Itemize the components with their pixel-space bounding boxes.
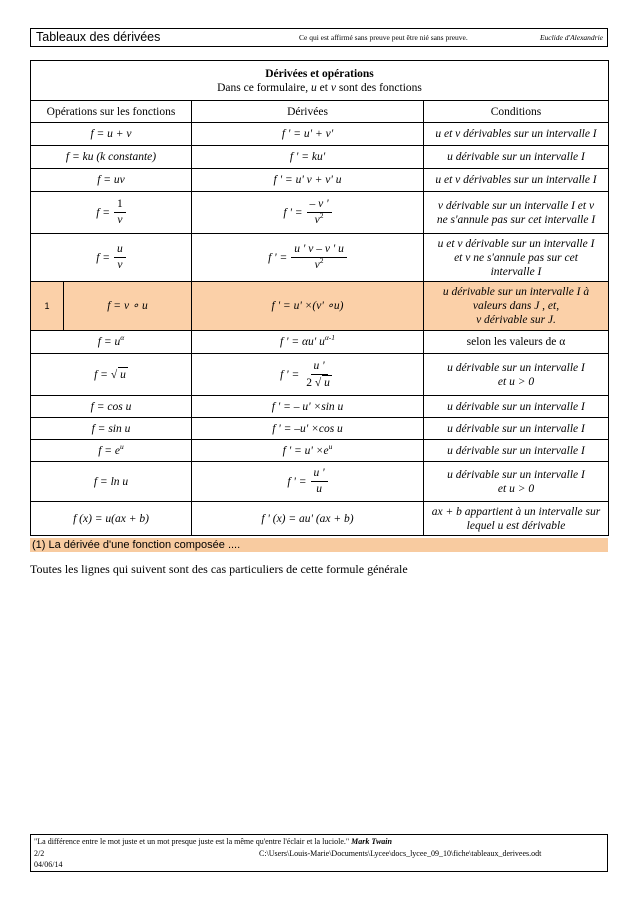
- operation-cell: $f = e^u$: [31, 440, 192, 462]
- table-row: [31, 234, 609, 282]
- operation-cell: f = $\frac{1}{v}$: [96, 197, 126, 228]
- table-title-row: [31, 61, 609, 101]
- header-title: Tableaux des dérivées: [36, 30, 161, 44]
- table-row: [31, 192, 609, 234]
- footer-date: 04/06/14: [34, 860, 63, 869]
- derivative-cell: f ' = $\frac{u '}{2 √ u}$: [280, 359, 330, 389]
- operation-cell: $f = u^\alpha$: [31, 331, 192, 354]
- table-row: [31, 502, 609, 536]
- footer-file-path: C:\Users\Louis-Marie\Documents\Lycee\docs_lycee_09_10\fiche\tableaux_derivees.odt: [259, 849, 542, 858]
- page-header: [30, 28, 608, 47]
- page-footer: [30, 834, 608, 872]
- derivatives-table: [30, 60, 609, 536]
- operation-cell: f = v ∘ u: [107, 300, 148, 312]
- column-header: Opérations sur les fonctions: [31, 101, 192, 123]
- table-row: [31, 462, 609, 502]
- derivative-cell: f ' (x) = au' (ax + b): [261, 512, 354, 525]
- condition-cell: u et v dérivable sur un intervalle I et v ne s'annule pas sur cet intervalle I: [424, 234, 609, 282]
- column-header: Dérivées: [192, 101, 424, 123]
- table-header-row: [31, 101, 609, 123]
- condition-cell: u dérivable sur un intervalle I: [447, 422, 585, 435]
- condition-cell: v dérivable sur un intervalle I et v ne s'annule pas sur cet intervalle I: [424, 192, 609, 234]
- table-row: [31, 354, 609, 396]
- condition-cell: selon les valeurs de α: [466, 336, 566, 348]
- derivative-cell: f ' = $u' \times e^u$: [192, 440, 424, 462]
- table-row: [31, 123, 609, 146]
- condition-cell: u dérivable sur un intervalle I et u > 0: [424, 354, 609, 396]
- operation-cell: f = u + v: [90, 128, 132, 140]
- table-row: [31, 146, 609, 169]
- condition-cell: u dérivable sur un intervalle I à valeurs dans J , et, v dérivable sur J.: [424, 282, 609, 331]
- condition-cell: u dérivable sur un intervalle I et u > 0: [424, 462, 609, 502]
- table-subtitle: Dans ce formulaire, u et v sont des fonctions: [217, 81, 422, 94]
- header-quote: Ce qui est affirmé sans preuve peut être nié sans preuve.: [299, 33, 468, 42]
- derivative-cell: f ' = $\frac{u ' v - v ' u}{v^2}$: [268, 242, 347, 273]
- derivative-cell: f ' = u' v + v' u: [273, 174, 342, 186]
- derivative-cell: f ' = – u' ×sin u: [271, 400, 344, 413]
- column-header: Conditions: [424, 101, 609, 123]
- body-text: Toutes les lignes qui suivent sont des cas particuliers de cette formule générale: [30, 562, 408, 576]
- condition-cell: u dérivable sur un intervalle I: [447, 400, 585, 413]
- derivative-cell: f ' = αu' $u^{\alpha-1}$: [192, 331, 424, 354]
- derivative-cell: f ' = –u' ×cos u: [272, 422, 343, 435]
- footer-quote: "La différence entre le mot juste et un mot presque juste est la même qu'entre l'éclair et la luciole." Mark Twain: [34, 837, 392, 846]
- condition-cell: ax + b appartient à un intervalle sur lequel u est dérivable: [424, 502, 609, 536]
- operation-cell: f = $\frac{u}{v}$: [96, 242, 126, 273]
- derivative-cell: f ' = $\frac{u '}{u}$: [287, 466, 327, 497]
- operation-cell: f (x) = u(ax + b): [73, 512, 149, 525]
- condition-cell: u et v dérivables sur un intervalle I: [435, 128, 597, 140]
- condition-cell: u et v dérivables sur un intervalle I: [435, 174, 597, 186]
- operation-cell: f = ku (k constante): [65, 151, 157, 163]
- derivative-cell: f ' = $\frac{- v '}{v^2}$: [283, 197, 331, 228]
- table-row: [31, 331, 609, 354]
- operation-cell: f = √ u: [94, 368, 126, 381]
- operation-cell: f = uv: [97, 174, 125, 186]
- table-row: [31, 396, 609, 418]
- footer-page-number: 2/2: [34, 849, 45, 858]
- condition-cell: u dérivable sur un intervalle I: [447, 151, 585, 163]
- derivative-cell: f ' = u' + v': [281, 128, 334, 140]
- table-title: Dérivées et opérations: [265, 67, 374, 80]
- table-row-highlighted: [31, 282, 609, 331]
- derivative-cell: f ' = ku': [289, 151, 326, 163]
- derivative-cell: f ' = u' ×(v' ∘u): [271, 300, 344, 312]
- header-author: Euclide d'Alexandrie: [539, 33, 603, 42]
- operation-cell: f = sin u: [91, 422, 131, 435]
- operation-cell: f = cos u: [90, 400, 132, 413]
- footnote-composite: (1) La dérivée d'une fonction composée ....: [30, 538, 608, 552]
- operation-cell: f = ln u: [93, 475, 129, 488]
- footnote-number: 1: [31, 282, 64, 331]
- table-row: [31, 169, 609, 192]
- table-row: [31, 440, 609, 462]
- table-row: [31, 418, 609, 440]
- condition-cell: u dérivable sur un intervalle I: [447, 444, 585, 457]
